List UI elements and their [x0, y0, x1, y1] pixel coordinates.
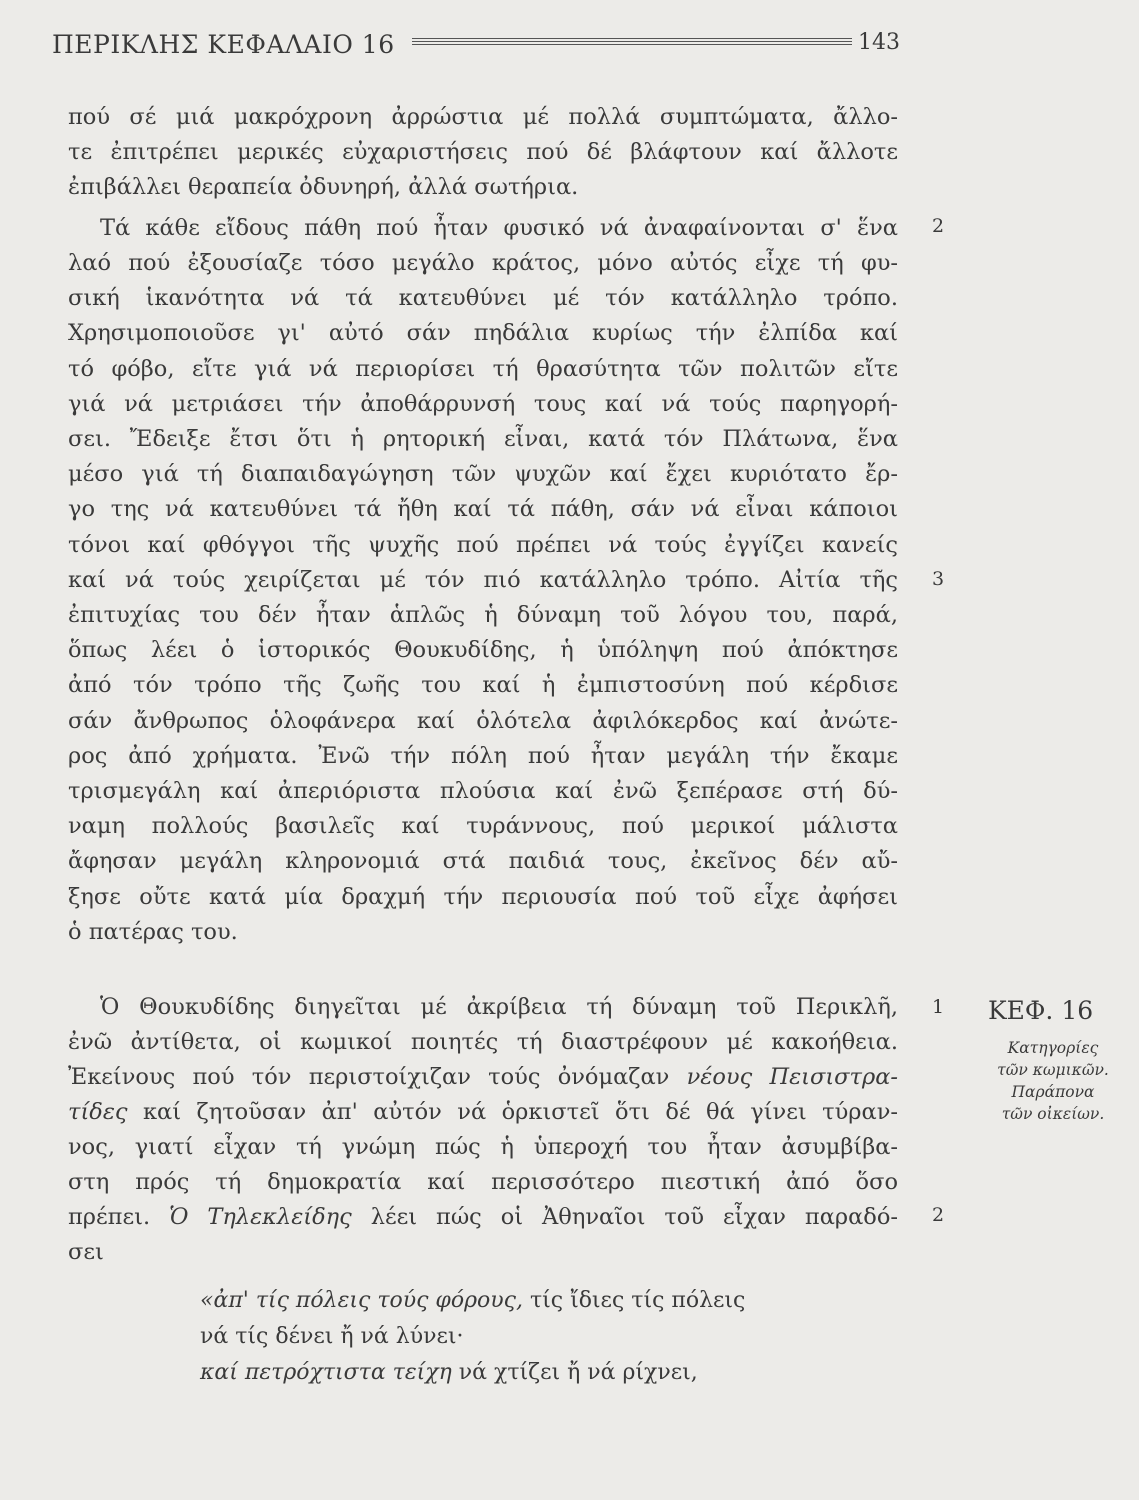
- margin-number: 1: [931, 996, 945, 1018]
- chapter-subtitle-line: Κατηγορίες: [1007, 1039, 1099, 1057]
- text-line: νος, γιατί εἶχαν τή γνώμη πώς ἡ ὑπεροχή του ἦταν ἀσυμβίβα-: [68, 1134, 898, 1160]
- chapter-subtitle-line: τῶν οἰκείων.: [1001, 1105, 1105, 1123]
- text-line: σική ἱκανότητα νά τά κατευθύνει μέ τόν κατάλληλο τρόπο.: [68, 285, 898, 311]
- text-line: τρισμεγάλη καί ἀπεριόριστα πλούσια καί ἐνῶ ξεπέρασε στή δύ-: [68, 778, 898, 804]
- text-line: [68, 1095, 898, 1129]
- text-line: καί νά τούς χειρίζεται μέ τόν πιό κατάλληλο τρόπο. Αἰτία τῆς: [68, 567, 898, 593]
- text-line: [68, 1060, 898, 1094]
- margin-number: 3: [931, 568, 945, 590]
- text-line: ἄφησαν μεγάλη κληρονομιά στά παιδιά τους, ἐκεῖνος δέν αὔ-: [68, 848, 898, 874]
- text-line: πού σέ μιά μακρόχρονη ἀρρώστια μέ πολλά συμπτώματα, ἄλλο-: [68, 104, 898, 130]
- text-line: ὁ πατέρας του.: [68, 919, 238, 945]
- verse-text: νά χτίζει ἤ νά ρίχνει,: [458, 1360, 698, 1385]
- text-line: [68, 1200, 898, 1234]
- verse-line: νά τίς δένει ἤ νά λύνει·: [200, 1324, 464, 1349]
- text-line: Ὁ Θουκυδίδης διηγεῖται μέ ἀκρίβεια τή δύναμη τοῦ Περικλῆ,: [100, 994, 898, 1020]
- italic-segment: τίδες: [68, 1099, 128, 1125]
- text-segment: Ἐκείνους πού τόν περιστοίχιζαν τούς ὀνόμαζαν: [68, 1064, 670, 1090]
- text-line: σάν ἄνθρωπος ὁλοφάνερα καί ὁλότελα ἀφιλόκερδος καί ἀνώτε-: [68, 708, 898, 734]
- text-line: Χρησιμοποιοῦσε γι' αὐτό σάν πηδάλια κυρίως τήν ἐλπίδα καί: [68, 320, 898, 346]
- italic-segment: νέους Πεισιστρα-: [686, 1064, 898, 1090]
- text-line: λαό πού ἐξουσίαζε τόσο μεγάλο κράτος, μόνο αὐτός εἶχε τή φυ-: [68, 250, 898, 276]
- text-line: ἐπιτυχίας του δέν ἦταν ἁπλῶς ἡ δύναμη τοῦ λόγου του, παρά,: [68, 602, 898, 628]
- text-line: γο της νά κατευθύνει τά ἤθη καί τά πάθη, σάν νά εἶναι κάποιοι: [68, 496, 898, 522]
- text-line: ναμη πολλούς βασιλεῖς καί τυράννους, πού μερικοί μάλιστα: [68, 813, 898, 839]
- text-line: τόνοι καί φθόγγοι τῆς ψυχῆς πού πρέπει νά τούς ἐγγίζει κανείς: [68, 532, 898, 558]
- text-segment: λέει πώς οἱ Ἀθηναῖοι τοῦ εἶχαν παραδό-: [370, 1204, 899, 1230]
- margin-number: 2: [931, 1204, 945, 1226]
- margin-number: 2: [931, 215, 945, 237]
- text-line: τε ἐπιτρέπει μερικές εὐχαριστήσεις πού δέ βλάφτουν καί ἄλλοτε: [68, 139, 898, 165]
- text-line: ὅπως λέει ὁ ἱστορικός Θουκυδίδης, ἡ ὑπόληψη πού ἀπόκτησε: [68, 637, 898, 663]
- text-line: ἐνῶ ἀντίθετα, οἱ κωμικοί ποιητές τή διαστρέφουν μέ κακοήθεια.: [68, 1029, 898, 1055]
- chapter-heading: ΚΕΦ. 16: [988, 996, 1094, 1025]
- text-line: Τά κάθε εἴδους πάθη πού ἦταν φυσικό νά ἀναφαίνονται σ' ἕνα: [100, 215, 898, 241]
- text-line: ρος ἀπό χρήματα. Ἐνῶ τήν πόλη πού ἦταν μεγάλη τήν ἔκαμε: [68, 743, 898, 769]
- text-line: τό φόβο, εἴτε γιά νά περιορίσει τή θρασύτητα τῶν πολιτῶν εἴτε: [68, 356, 898, 382]
- chapter-subtitle-line: τῶν κωμικῶν.: [997, 1061, 1109, 1079]
- verse-line: [200, 1284, 745, 1318]
- italic-segment: Ὁ Τηλεκλείδης: [169, 1204, 352, 1230]
- running-header-title: ΠΕΡΙΚΛΗΣ ΚΕΦΑΛΑΙΟ 16: [52, 30, 395, 59]
- text-line: σει: [68, 1239, 104, 1265]
- header-rule: [412, 38, 852, 48]
- text-segment: πρέπει.: [68, 1204, 151, 1230]
- text-line: στη πρός τή δημοκρατία καί περισσότερο πιεστική ἀπό ὅσο: [68, 1169, 898, 1195]
- verse-italic: «ἀπ' τίς πόλεις τούς φόρους,: [200, 1288, 523, 1313]
- text-line: ξησε οὔτε κατά μία δραχμή τήν περιουσία πού τοῦ εἶχε ἀφήσει: [68, 884, 898, 910]
- text-segment: καί ζητοῦσαν ἀπ' αὐτόν νά ὁρκιστεῖ ὅτι δέ θά γίνει τύραν-: [142, 1099, 898, 1125]
- text-line: σει. Ἔδειξε ἔτσι ὅτι ἡ ρητορική εἶναι, κατά τόν Πλάτωνα, ἕνα: [68, 426, 898, 452]
- text-line: μέσο γιά τή διαπαιδαγώγηση τῶν ψυχῶν καί ἔχει κυριότατο ἔρ-: [68, 461, 898, 487]
- verse-text: τίς ἴδιες τίς πόλεις: [529, 1288, 746, 1313]
- text-line: ἐπιβάλλει θεραπεία ὀδυνηρή, ἀλλά σωτήρια.: [68, 174, 579, 200]
- chapter-subtitle-line: Παράπονα: [1011, 1083, 1095, 1101]
- page-number: 143: [858, 30, 900, 55]
- verse-italic: καί πετρόχτιστα τείχη: [200, 1360, 452, 1385]
- text-line: ἀπό τόν τρόπο τῆς ζωῆς του καί ἡ ἐμπιστοσύνη πού κέρδισε: [68, 672, 898, 698]
- verse-line: [200, 1356, 698, 1390]
- text-line: γιά νά μετριάσει τήν ἀποθάρρυνσή τους καί νά τούς παρηγορή-: [68, 391, 898, 417]
